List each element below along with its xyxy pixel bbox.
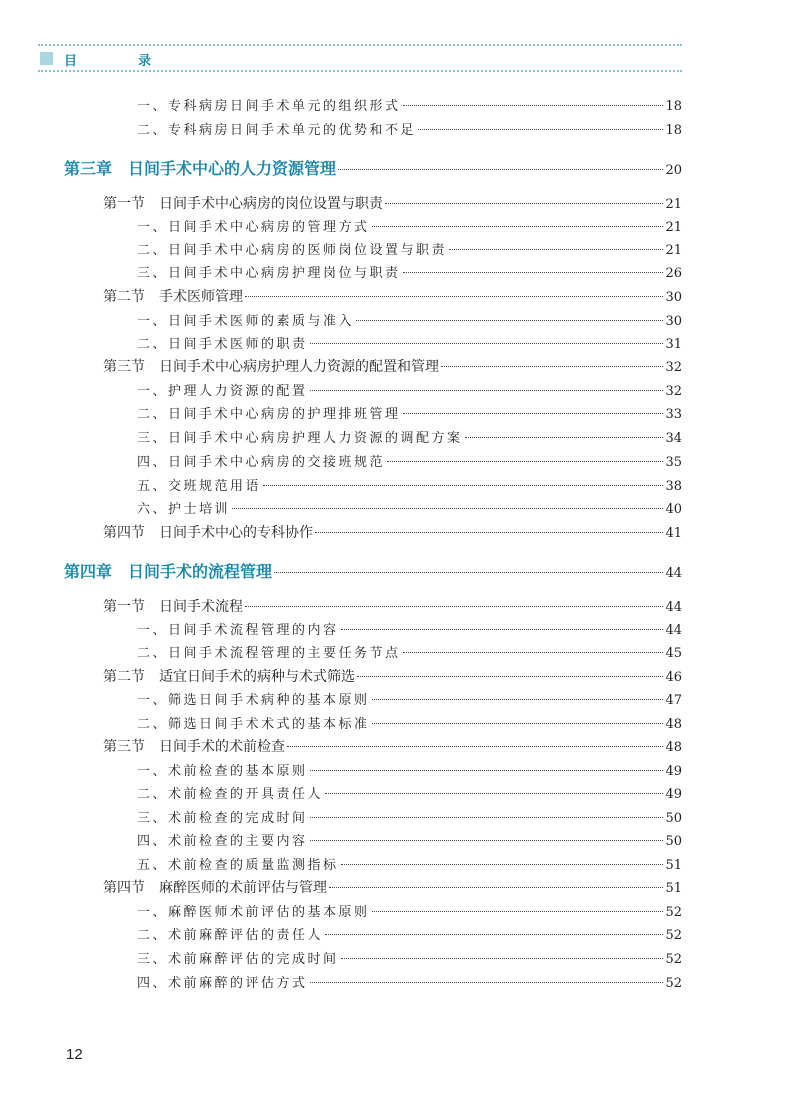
toc-entry-page: 45 xyxy=(665,646,682,661)
toc-item-entry[interactable] xyxy=(137,119,682,138)
toc-entry-page: 49 xyxy=(665,787,682,802)
dot-leader xyxy=(325,934,663,935)
toc-entry-title: 一、筛选日间手术病种的基本原则 xyxy=(137,693,370,708)
toc-item-entry[interactable] xyxy=(137,475,682,494)
toc-entry-title: 第二节 适宜日间手术的病种与术式筛选 xyxy=(103,669,355,685)
toc-entry-page: 30 xyxy=(665,290,682,305)
toc-entry-page: 52 xyxy=(665,952,682,967)
toc-entry-title: 一、麻醉医师术前评估的基本原则 xyxy=(137,905,370,920)
toc-entry-title: 二、日间手术中心病房的护理排班管理 xyxy=(137,407,401,422)
toc-entry-page: 20 xyxy=(665,163,682,178)
toc-item-entry[interactable] xyxy=(137,689,682,708)
toc-section-entry[interactable] xyxy=(103,736,682,756)
toc-item-entry[interactable] xyxy=(137,619,682,638)
toc-entry-title: 三、日间手术中心病房护理人力资源的调配方案 xyxy=(137,431,463,446)
toc-item-entry[interactable] xyxy=(137,760,682,779)
toc-item-entry[interactable] xyxy=(137,333,682,352)
toc-entry-page: 44 xyxy=(665,566,682,581)
toc-entry-title: 二、术前麻醉评估的责任人 xyxy=(137,928,324,943)
toc-entry-title: 第三节 日间手术中心病房护理人力资源的配置和管理 xyxy=(103,359,439,375)
toc-item-entry[interactable] xyxy=(137,783,682,802)
toc-item-entry[interactable] xyxy=(137,216,682,235)
toc-entry-page: 32 xyxy=(665,384,682,399)
dot-leader xyxy=(310,390,664,391)
toc-entry-title: 四、日间手术中心病房的交接班规范 xyxy=(137,455,386,470)
toc-section-entry[interactable] xyxy=(103,522,682,542)
toc-entry-title: 第四章 日间手术的流程管理 xyxy=(64,562,273,581)
dot-leader xyxy=(356,320,663,321)
toc-item-entry[interactable] xyxy=(137,451,682,470)
dot-leader xyxy=(315,532,663,533)
toc-entry-page: 47 xyxy=(665,693,682,708)
dot-leader xyxy=(263,485,663,486)
toc-chapter-entry[interactable] xyxy=(64,156,682,179)
toc-entry-title: 第三节 日间手术的术前检查 xyxy=(103,739,285,755)
dot-leader xyxy=(341,629,664,630)
toc-item-entry[interactable] xyxy=(137,262,682,281)
toc-item-entry[interactable] xyxy=(137,713,682,732)
toc-item-entry[interactable] xyxy=(137,498,682,517)
toc-entry-page: 31 xyxy=(665,337,682,352)
toc-entry-page: 52 xyxy=(665,928,682,943)
dot-leader xyxy=(310,817,664,818)
dot-leader xyxy=(403,105,664,106)
toc-entry-page: 51 xyxy=(665,858,682,873)
dot-leader xyxy=(245,606,663,607)
dot-leader xyxy=(372,723,664,724)
dot-leader xyxy=(245,296,663,297)
toc-entry-title: 五、交班规范用语 xyxy=(137,479,262,494)
dot-leader xyxy=(310,982,664,983)
toc-entry-page: 21 xyxy=(665,220,682,235)
toc-item-entry[interactable] xyxy=(137,403,682,422)
toc-entry-title: 一、专科病房日间手术单元的组织形式 xyxy=(137,99,401,114)
dot-leader xyxy=(372,911,664,912)
dot-leader xyxy=(449,249,663,250)
dot-leader xyxy=(387,461,663,462)
toc-entry-title: 第四节 日间手术中心的专科协作 xyxy=(103,525,313,541)
dot-leader xyxy=(341,958,664,959)
toc-section-entry[interactable] xyxy=(103,596,682,616)
toc-item-entry[interactable] xyxy=(137,948,682,967)
dot-leader xyxy=(403,272,664,273)
toc-item-entry[interactable] xyxy=(137,95,682,114)
toc-entry-title: 四、术前麻醉的评估方式 xyxy=(137,976,308,991)
dot-leader xyxy=(403,652,664,653)
toc-entry-title: 第一节 日间手术流程 xyxy=(103,599,243,615)
toc-entry-page: 18 xyxy=(665,99,682,114)
toc-entry-title: 六、护士培训 xyxy=(137,502,231,517)
header-rule-top xyxy=(38,44,682,46)
toc-entry-title: 二、日间手术中心病房的医师岗位设置与职责 xyxy=(137,243,448,258)
toc-entry-title: 五、术前检查的质量监测指标 xyxy=(137,858,339,873)
toc-entry-title: 二、筛选日间手术术式的基本标准 xyxy=(137,717,370,732)
toc-section-entry[interactable] xyxy=(103,356,682,376)
toc-entry-title: 第三章 日间手术中心的人力资源管理 xyxy=(64,159,337,178)
toc-section-entry[interactable] xyxy=(103,286,682,306)
toc-entry-page: 21 xyxy=(665,243,682,258)
toc-entry-page: 21 xyxy=(665,197,682,212)
toc-section-entry[interactable] xyxy=(103,666,682,686)
toc-entry-page: 26 xyxy=(665,266,682,281)
dot-leader xyxy=(274,572,663,573)
toc-entry-title: 一、护理人力资源的配置 xyxy=(137,384,308,399)
dot-leader xyxy=(329,887,663,888)
running-header: 目 录 xyxy=(64,54,176,69)
toc-entry-page: 35 xyxy=(665,455,682,470)
toc-entry-page: 48 xyxy=(665,740,682,755)
dot-leader xyxy=(441,366,663,367)
dot-leader xyxy=(372,226,664,227)
dot-leader xyxy=(310,840,664,841)
toc-chapter-entry[interactable] xyxy=(64,559,682,582)
dot-leader xyxy=(372,699,664,700)
header-rule-bottom xyxy=(38,70,682,72)
toc-entry-title: 第四节 麻醉医师的术前评估与管理 xyxy=(103,880,327,896)
toc-entry-title: 三、术前麻醉评估的完成时间 xyxy=(137,952,339,967)
toc-entry-page: 41 xyxy=(665,526,682,541)
toc-entry-page: 50 xyxy=(665,811,682,826)
toc-entry-title: 三、术前检查的完成时间 xyxy=(137,811,308,826)
toc-entry-page: 44 xyxy=(665,600,682,615)
dot-leader xyxy=(325,793,663,794)
dot-leader xyxy=(287,746,663,747)
dot-leader xyxy=(310,770,664,771)
toc-entry-page: 52 xyxy=(665,905,682,920)
page-number: 12 xyxy=(66,1046,83,1063)
toc-entry-page: 44 xyxy=(665,623,682,638)
toc-entry-title: 一、日间手术医师的素质与准入 xyxy=(137,314,355,329)
toc-entry-page: 49 xyxy=(665,764,682,779)
toc-entry-page: 52 xyxy=(665,976,682,991)
toc-entry-title: 三、日间手术中心病房护理岗位与职责 xyxy=(137,266,401,281)
dot-leader xyxy=(338,169,663,170)
toc-entry-page: 40 xyxy=(665,502,682,517)
toc-entry-title: 二、术前检查的开具责任人 xyxy=(137,787,324,802)
toc-item-entry[interactable] xyxy=(137,854,682,873)
toc-item-entry[interactable] xyxy=(137,924,682,943)
toc-entry-title: 一、日间手术中心病房的管理方式 xyxy=(137,220,370,235)
dot-leader xyxy=(385,203,663,204)
toc-entry-title: 四、术前检查的主要内容 xyxy=(137,834,308,849)
toc-section-entry[interactable] xyxy=(103,193,682,213)
toc-entry-title: 一、术前检查的基本原则 xyxy=(137,764,308,779)
toc-entry-title: 第二节 手术医师管理 xyxy=(103,289,243,305)
toc-entry-page: 18 xyxy=(665,123,682,138)
toc-item-entry[interactable] xyxy=(137,642,682,661)
header-square-icon xyxy=(40,52,53,65)
toc-item-entry[interactable] xyxy=(137,380,682,399)
dot-leader xyxy=(418,129,663,130)
toc-entry-title: 第一节 日间手术中心病房的岗位设置与职责 xyxy=(103,196,383,212)
toc-entry-page: 48 xyxy=(665,717,682,732)
dot-leader xyxy=(403,413,664,414)
toc-item-entry[interactable] xyxy=(137,972,682,991)
toc-entry-page: 33 xyxy=(665,407,682,422)
toc-entry-page: 50 xyxy=(665,834,682,849)
toc-item-entry[interactable] xyxy=(137,901,682,920)
toc-entry-page: 46 xyxy=(665,670,682,685)
toc-entry-page: 38 xyxy=(665,479,682,494)
toc-entry-title: 二、日间手术流程管理的主要任务节点 xyxy=(137,646,401,661)
toc-entry-page: 32 xyxy=(665,360,682,375)
dot-leader xyxy=(232,508,663,509)
toc-item-entry[interactable] xyxy=(137,830,682,849)
toc-section-entry[interactable] xyxy=(103,877,682,897)
toc-item-entry[interactable] xyxy=(137,239,682,258)
dot-leader xyxy=(465,437,664,438)
toc-entry-page: 34 xyxy=(665,431,682,446)
toc-entry-page: 30 xyxy=(665,314,682,329)
dot-leader xyxy=(310,343,664,344)
toc-entry-title: 二、日间手术医师的职责 xyxy=(137,337,308,352)
toc-item-entry[interactable] xyxy=(137,427,682,446)
toc-entry-title: 二、专科病房日间手术单元的优势和不足 xyxy=(137,123,417,138)
toc-entry-title: 一、日间手术流程管理的内容 xyxy=(137,623,339,638)
dot-leader xyxy=(341,864,664,865)
toc-item-entry[interactable] xyxy=(137,807,682,826)
toc-item-entry[interactable] xyxy=(137,310,682,329)
dot-leader xyxy=(357,676,663,677)
toc-entry-page: 51 xyxy=(665,881,682,896)
